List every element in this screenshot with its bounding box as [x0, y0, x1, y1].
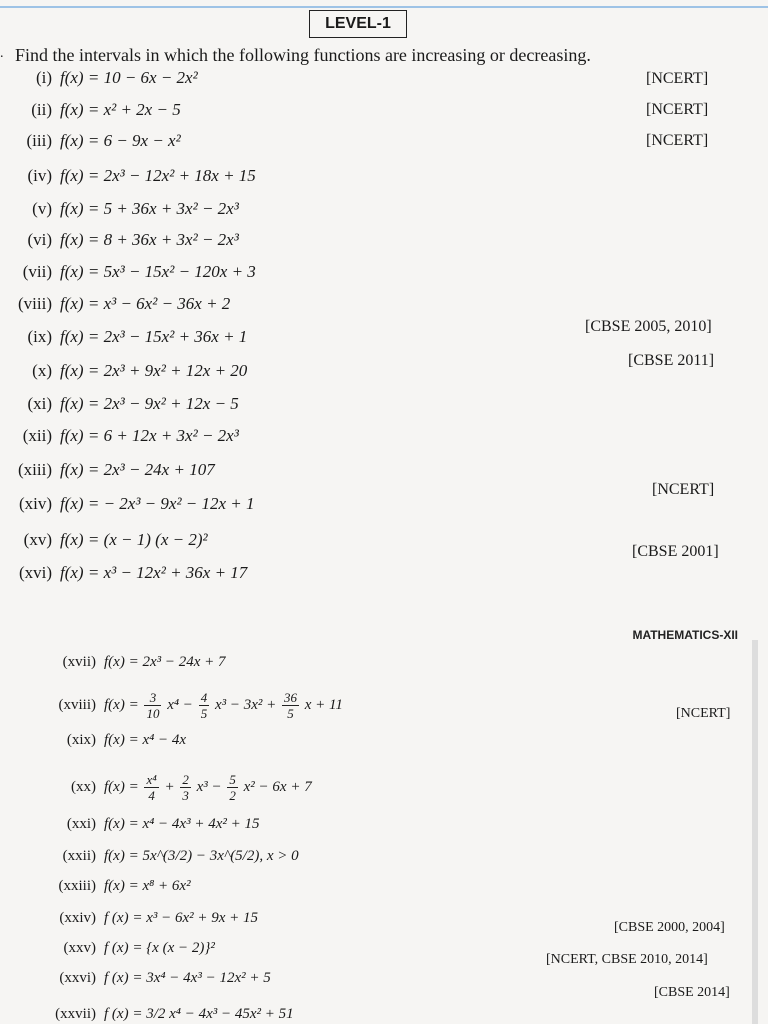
list-item — [0, 327, 247, 347]
function-expression: f(x) = − 2x³ − 9x² − 12x + 1 — [60, 494, 255, 513]
function-expression: f(x) = 6 + 12x + 3x² − 2x³ — [60, 426, 239, 445]
item-number: (ii) — [31, 100, 52, 119]
numerator: 2 — [182, 772, 189, 787]
source-reference: [CBSE 2000, 2004] — [614, 920, 725, 935]
item-number: (xi) — [27, 394, 52, 413]
numerator: 4 — [200, 690, 208, 705]
list-item — [0, 732, 186, 749]
item-number: (xix) — [66, 732, 96, 748]
list-item — [0, 361, 247, 381]
expression-part: x⁴ − — [163, 696, 197, 713]
function-expression: f(x) = 2x³ − 12x² + 18x + 15 — [60, 166, 256, 185]
function-expression: f(x) = x⁴ − 4x³ + 4x² + 15 — [104, 816, 260, 832]
top-rule — [0, 0, 768, 8]
function-expression: f(x) = 2x³ − 9x² + 12x − 5 — [60, 394, 239, 413]
item-number: (xxvii) — [55, 1006, 96, 1022]
item-number: (xxvi) — [59, 970, 96, 986]
source-reference: [NCERT] — [646, 70, 709, 87]
item-number: (xviii) — [58, 696, 96, 713]
fraction — [144, 772, 158, 803]
function-expression: f (x) = {x (x − 2)}² — [104, 940, 215, 956]
source-reference: [CBSE 2005, 2010] — [585, 318, 712, 335]
function-expression: f(x) = 5 + 36x + 3x² − 2x³ — [60, 199, 239, 218]
denominator: 4 — [148, 788, 155, 803]
source-reference: [NCERT] — [676, 706, 731, 721]
denominator: 2 — [229, 788, 236, 803]
list-item — [0, 878, 191, 895]
item-number: (ix) — [27, 327, 52, 346]
source-reference: [NCERT] — [652, 481, 715, 498]
list-item — [0, 262, 256, 282]
source-reference: [CBSE 2001] — [632, 543, 719, 560]
numerator: 36 — [284, 690, 297, 705]
function-expression: f(x) = x⁸ + 6x² — [104, 878, 191, 894]
function-expression: f(x) = 2x³ + 9x² + 12x + 20 — [60, 361, 248, 380]
item-number: (x) — [32, 361, 52, 380]
fraction — [180, 772, 191, 803]
item-number: (xvii) — [62, 654, 96, 670]
expression-part: x² − 6x + 7 — [239, 778, 312, 795]
item-number: (xxiii) — [58, 878, 96, 894]
source-reference: [NCERT] — [646, 132, 709, 149]
list-item — [0, 940, 215, 957]
function-expression: f(x) = x³ − 12x² + 36x + 17 — [60, 563, 248, 582]
expression-part: + — [160, 778, 179, 795]
source-reference: [NCERT, CBSE 2010, 2014] — [546, 952, 708, 967]
list-item — [0, 166, 256, 186]
item-number: (i) — [35, 68, 52, 87]
expression-part: x³ − — [192, 778, 226, 795]
list-item — [0, 100, 181, 120]
function-expression: f (x) = 3x⁴ − 4x³ − 12x² + 5 — [104, 970, 271, 986]
item-number: (iii) — [26, 131, 52, 150]
fraction — [227, 772, 238, 803]
list-item — [0, 199, 239, 219]
denominator: 5 — [287, 706, 294, 721]
item-number: (xxi) — [66, 816, 96, 832]
item-number: (iv) — [27, 166, 52, 185]
list-item — [0, 530, 208, 550]
expression-part: f(x) = — [104, 778, 143, 795]
level-heading: LEVEL-1 — [309, 10, 407, 38]
item-number: (xiv) — [18, 494, 52, 513]
list-item — [0, 131, 181, 151]
numerator: x⁴ — [146, 772, 157, 787]
question-text: Find the intervals in which the following functions are increasing or decreasing. — [15, 45, 591, 65]
list-item — [0, 910, 258, 927]
list-item — [0, 394, 239, 414]
expression-part: x + 11 — [301, 696, 343, 713]
item-number: (xv) — [23, 530, 52, 549]
function-expression: f(x) = (x − 1) (x − 2)² — [60, 530, 208, 549]
fraction — [199, 690, 210, 721]
list-item — [0, 970, 271, 987]
list-item — [0, 68, 198, 88]
function-expression: f(x) = 10 − 6x − 2x² — [60, 68, 198, 87]
list-item — [0, 494, 255, 514]
function-expression: f(x) = x² + 2x − 5 — [60, 100, 181, 119]
item-number: (vii) — [22, 262, 52, 281]
list-item — [0, 848, 299, 865]
item-number: (xvi) — [18, 563, 52, 582]
expression-part: f(x) = — [104, 696, 143, 713]
list-item — [0, 426, 239, 446]
list-item — [0, 460, 215, 480]
list-item — [0, 230, 239, 250]
denominator: 5 — [200, 706, 208, 721]
function-expression: f (x) = 3/2 x⁴ − 4x³ − 45x² + 51 — [104, 1006, 294, 1022]
numerator: 3 — [144, 690, 161, 706]
function-expression: f (x) = x³ − 6x² + 9x + 15 — [104, 910, 259, 926]
function-expression: f(x) = x³ − 6x² − 36x + 2 — [60, 294, 231, 313]
corner-heading: MATHEMATICS-XII — [632, 628, 738, 642]
bullet-marker: . — [0, 46, 4, 61]
item-number: (xxiv) — [59, 910, 96, 926]
item-number: (xxv) — [63, 940, 96, 956]
page-edge — [752, 640, 758, 1024]
function-expression — [104, 772, 312, 803]
fraction — [144, 690, 161, 721]
list-item — [0, 294, 230, 314]
item-number: (v) — [32, 199, 52, 218]
function-expression: f(x) = 2x³ − 24x + 7 — [104, 654, 226, 670]
function-expression: f(x) = 5x^(3/2) − 3x^(5/2), x > 0 — [104, 848, 299, 864]
list-item — [0, 772, 312, 803]
item-number: (xx) — [71, 778, 96, 795]
item-number: (xxii) — [62, 848, 96, 864]
numerator: 5 — [229, 772, 236, 787]
denominator: 3 — [182, 788, 189, 803]
function-expression: f(x) = x⁴ − 4x — [104, 732, 187, 748]
item-number: (xiii) — [18, 460, 52, 479]
item-number: (vi) — [27, 230, 52, 249]
function-expression — [104, 690, 343, 721]
function-expression: f(x) = 6 − 9x − x² — [60, 131, 181, 150]
list-item — [0, 1006, 294, 1023]
expression-part: x³ − 3x² + — [211, 696, 280, 713]
function-expression: f(x) = 8 + 36x + 3x² − 2x³ — [60, 230, 239, 249]
function-expression: f(x) = 2x³ − 15x² + 36x + 1 — [60, 327, 248, 346]
function-expression: f(x) = 5x³ − 15x² − 120x + 3 — [60, 262, 256, 281]
item-number: (viii) — [18, 294, 52, 313]
source-reference: [CBSE 2014] — [654, 985, 730, 1000]
list-item — [0, 654, 226, 671]
item-number: (xii) — [22, 426, 52, 445]
denominator: 10 — [146, 706, 160, 721]
fraction — [282, 690, 299, 721]
list-item — [0, 816, 260, 833]
function-expression: f(x) = 2x³ − 24x + 107 — [60, 460, 215, 479]
list-item — [0, 563, 247, 583]
source-reference: [CBSE 2011] — [628, 352, 715, 369]
list-item — [0, 690, 343, 721]
source-reference: [NCERT] — [646, 101, 709, 118]
